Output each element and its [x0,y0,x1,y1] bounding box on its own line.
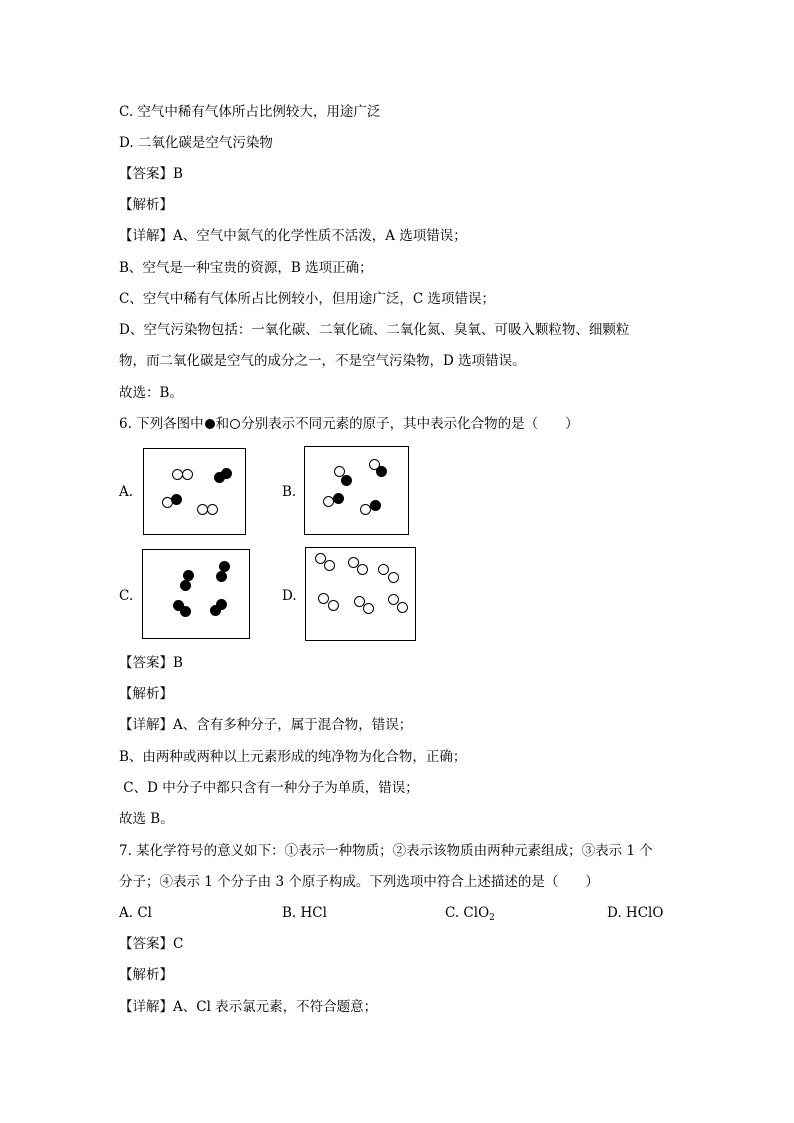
q6-answer: 【答案】B [119,655,183,671]
q6-label-c: C. [119,588,134,604]
atom-white [207,504,218,515]
atom-white [324,560,335,571]
q6-analysis-heading: 【解析】 [119,686,173,702]
atom-white [388,572,399,583]
atom-black [180,580,191,591]
q7-option-b: B. HCl [282,905,327,921]
q6-label-b: B. [282,484,297,500]
atom-white [363,603,374,614]
q5-option-d: D. 二氧化碳是空气污染物 [119,135,273,151]
q5-detail-line: 物，而二氧化碳是空气的成分之一，不是空气污染物，D 选项错误。 [119,353,526,369]
figure-a [143,448,246,535]
q7-stem-line: 分子；④表示 1 个分子由 3 个原子构成。下列选项中符合上述描述的是（ ） [119,874,599,890]
q7-option-d: D. HClO [607,905,664,921]
q5-detail-line: 【详解】A、空气中氮气的化学性质不活泼，A 选项错误； [119,228,467,244]
atom-black [214,472,225,483]
atom-white [328,600,339,611]
figure-c [142,549,250,639]
q5-detail-line: D、空气污染物包括：一氧化碳、二氧化硫、二氧化氮、臭氧、可吸入颗粒物、细颗粒 [119,322,630,338]
atom-white [318,593,329,604]
atom-white [357,564,368,575]
atom-white [182,469,193,480]
atom-white [397,602,408,613]
atom-black [216,571,227,582]
black-atom-icon [205,419,215,429]
q7-stem-line: 7. 某化学符号的意义如下：①表示一种物质；②表示该物质由两种元素组成；③表示 1 个 [119,843,653,859]
q5-detail-line: 故选：B。 [119,385,183,401]
q6-label-d: D. [282,588,297,604]
figure-b [304,446,409,535]
q6-detail-line: C、D 中分子中都只含有一种分子为单质，错误； [119,780,419,796]
q7-detail-line: 【详解】A、Cl 表示氯元素，不符合题意； [119,999,378,1015]
atom-white [378,564,389,575]
white-atom-icon [230,419,240,429]
q5-detail-line: B、空气是一种宝贵的资源，B 选项正确； [119,260,373,276]
q6-stem-and: 和 [215,416,230,432]
q7-option-c [445,904,495,927]
q7-option-c-subscript: 2 [489,913,495,923]
q7-option-a: A. Cl [119,905,152,921]
q6-stem-part2: 分别表示不同元素的原子，其中表示化合物的是（ ） [241,416,579,432]
q7-answer: 【答案】C [119,936,184,952]
atom-black [210,605,221,616]
q6-detail-line: 故选 B。 [119,811,174,827]
q5-analysis-heading: 【解析】 [119,197,173,213]
q6-detail-line: 【详解】A、含有多种分子，属于混合物，错误； [119,717,413,733]
q6-stem [119,415,579,433]
q6-label-a: A. [119,484,134,500]
atom-black [376,466,387,477]
atom-black [341,475,352,486]
q5-option-c: C. 空气中稀有气体所占比例较大，用途广泛 [119,104,381,120]
figure-d [305,547,416,641]
atom-black [333,493,344,504]
q7-option-c-formula: C. ClO [445,905,490,921]
q7-analysis-heading: 【解析】 [119,967,173,983]
q6-detail-line: B、由两种或两种以上元素形成的纯净物为化合物，正确； [119,749,467,765]
atom-black [370,500,381,511]
q5-answer: 【答案】B [119,166,183,182]
atom-black [180,606,191,617]
atom-black [171,494,182,505]
q6-stem-part1: 6. 下列各图中 [119,416,204,432]
q5-detail-line: C、空气中稀有气体所占比例较小，但用途广泛，C 选项错误； [119,291,495,307]
